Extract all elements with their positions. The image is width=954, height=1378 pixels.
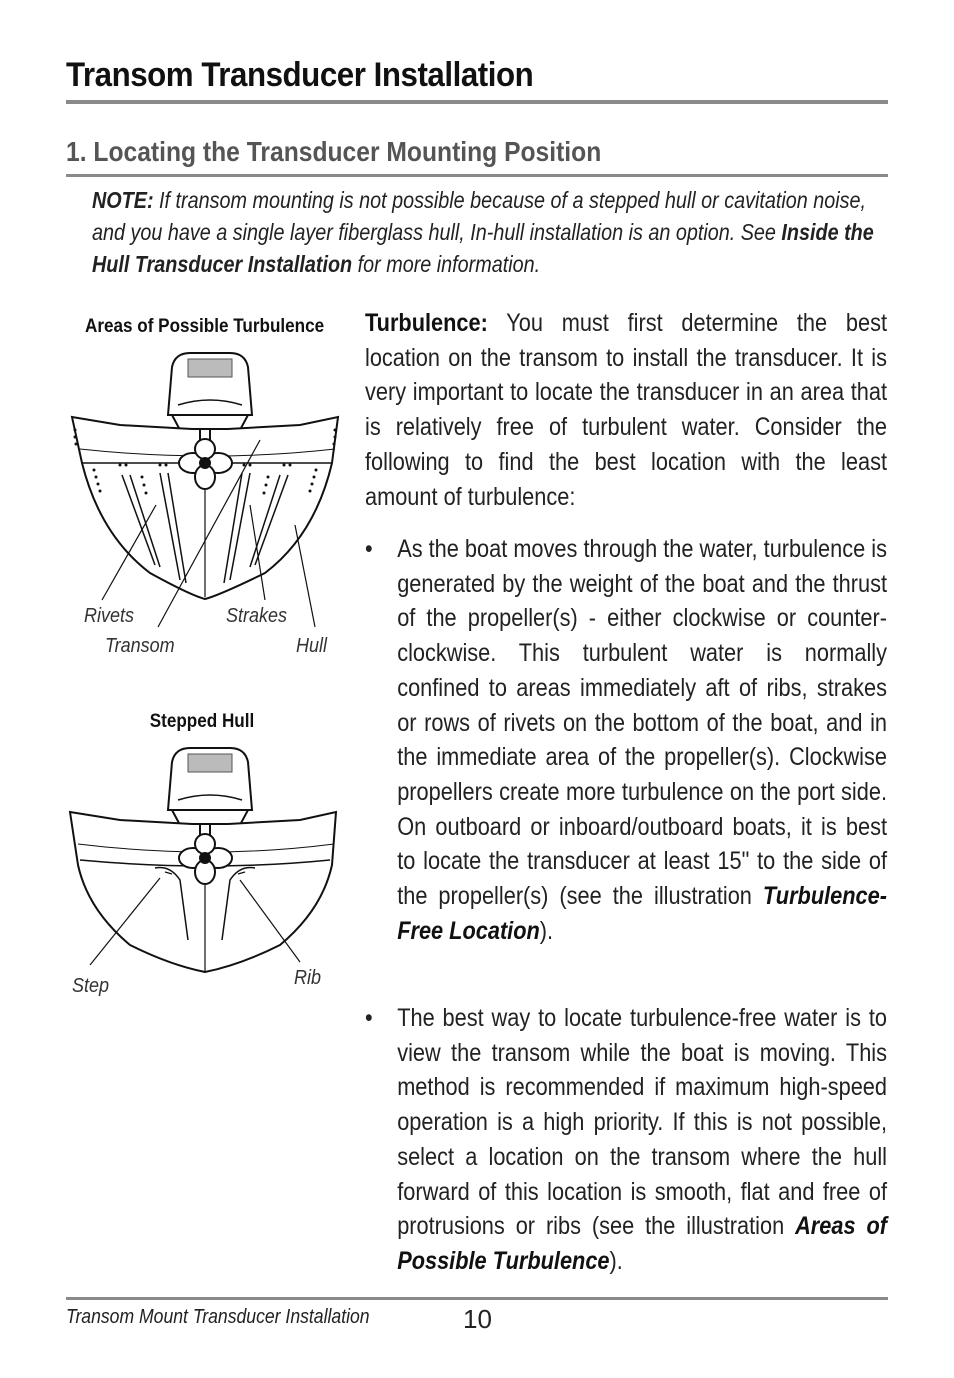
note-link: Inside the Hull Transducer Installation [92,219,874,277]
turbulence-intro-text: You must first determine the best location on the transom to install the transducer. It is very important to locate the transducer in an area that is relatively free of turbulent water. Consider the following to find the best location with the least amount of turbulence: [365,309,887,511]
footer-divider [66,1297,888,1300]
section-title: 1. Locating the Transducer Mounting Position [66,136,602,167]
bullet-icon: • [365,535,373,563]
turbulence-bullet-list-1 [365,532,887,948]
list-item [365,1001,887,1279]
section-divider [66,174,888,177]
bullet-1-end: ). [539,916,554,945]
rivets-label: Rivets [84,605,135,627]
turbulence-figure-title: Areas of Possible Turbulence [85,316,325,337]
hull-label: Hull [296,635,328,657]
stepped-hull-illustration [60,740,350,985]
step-label: Step [72,975,110,997]
bullet-1-reference: Turbulence-Free Location [397,882,887,945]
footer-title: Transom Mount Transducer Installation [66,1306,370,1328]
page-title: Transom Transducer Installation [66,56,534,94]
note-text-2: for more information. [352,251,541,277]
bullet-2-end: ). [609,1246,623,1275]
stepped-hull-figure-title: Stepped Hull [149,711,255,732]
turbulence-intro-paragraph [365,306,887,514]
note-label: NOTE: [92,187,154,213]
page-number: 10 [463,1304,492,1334]
bullet-2-reference: Areas of Possible Turbulence [397,1212,887,1275]
list-item [365,532,887,948]
transom-label: Transom [105,635,175,657]
turbulence-bullet-list-2 [365,1001,887,1279]
bullet-2-text: The best way to locate turbulence-free water is to view the transom while the boat is moving. This method is recommended if maximum high-speed operation is a high priority. If this is not possible, select a location on the transom where the hull forward of this location is smooth, flat and free of protrusions or ribs (see the illustration [397,1004,887,1241]
bullet-icon: • [365,1004,373,1032]
strakes-label: Strakes [226,605,288,627]
title-divider [66,100,888,104]
note-text-1: If transom mounting is not possible because of a stepped hull or cavitation noise, and you have a single layer fiberglass hull, In-hull installation is an option. See [92,187,867,245]
note-paragraph [92,184,881,280]
rib-label: Rib [294,967,322,989]
bullet-1-text: As the boat moves through the water, turbulence is generated by the weight of the boat and the thrust of the propeller(s) - either clockwise or counter-clockwise. This turbulent water is normally confined to areas immediately aft of ribs, strakes or rows of rivets on the bottom of the boat, and in the immediate area of the propeller(s). Clockwise propellers create more turbulence on the port side. On outboard or inboard/outboard boats, it is best to locate the transducer at least 15" to the side of the propeller(s) (see the illustration [397,535,887,911]
turbulence-lead: Turbulence: [365,309,488,337]
